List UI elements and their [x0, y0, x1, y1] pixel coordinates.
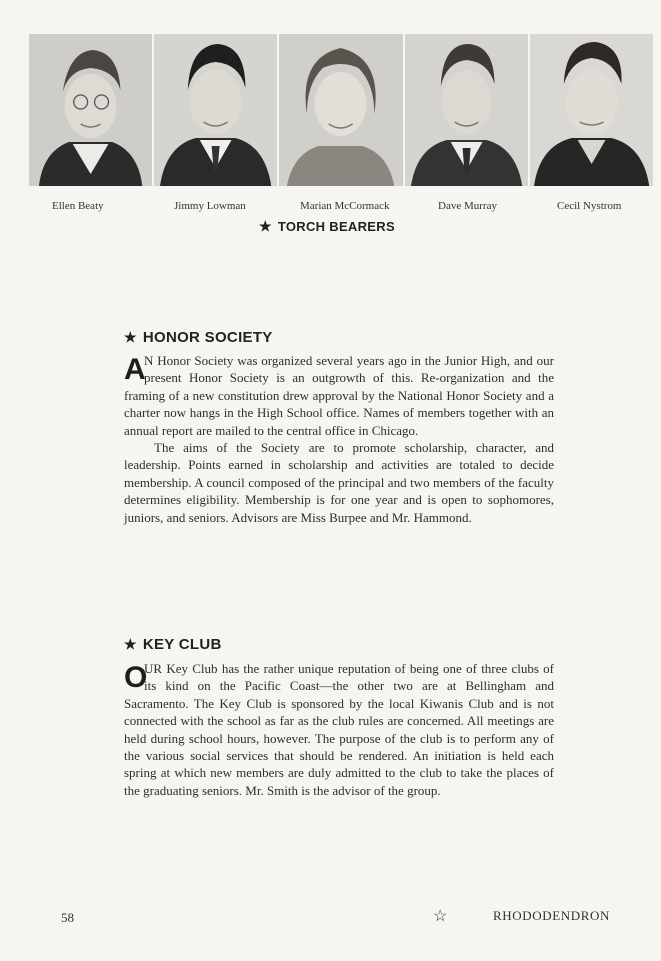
paragraph-text: UR Key Club has the rather unique reputation of being one of three clubs of its kind on the Pacific Coast—the other two are at Bellingham and Sacramento. The Key Club is sponsored by the local Kiwanis Club and is not connected with the school as far as the club rules are concerned. All meetings are held during school hours, however. The purpose of the club is to perform any of the various social services that should be rendered. An initiation is held each spring at which new members are duly admitted to the club to take the places of the graduating seniors. Mr. Smith is the advisor of the group.: [124, 661, 554, 798]
star-icon: ★: [259, 218, 272, 234]
paragraph-text: N Honor Society was organized several years ago in the Junior High, and our present Honor Society is an outgrowth of this. Re-organization and the framing of a new constitution drew approval by the National Honor Society and a charter now hangs in the High School office. Names of members together with an annual report are mailed to the central office in Chicago.: [124, 353, 554, 438]
portrait-photo-1: [29, 34, 152, 186]
portrait-strip: [29, 34, 653, 186]
drop-cap: O: [124, 661, 148, 694]
portrait-photo-4: [405, 34, 528, 186]
page-number: 58: [61, 910, 74, 925]
honor-society-heading: [124, 329, 273, 346]
portrait-captions: [20, 200, 660, 216]
portrait-photo-5: [530, 34, 653, 186]
portrait-photo-2: [154, 34, 277, 186]
caption-name: Marian McCormack: [300, 200, 390, 212]
portrait-photo-3: [279, 34, 402, 186]
caption-name: Cecil Nystrom: [557, 200, 622, 212]
key-club-paragraph: [124, 660, 554, 799]
star-icon: ★: [124, 329, 137, 345]
honor-society-paragraph: [124, 439, 554, 526]
honor-society-paragraph: [124, 352, 554, 439]
caption-name: Ellen Beaty: [52, 200, 104, 212]
caption-name: Jimmy Lowman: [174, 200, 246, 212]
key-club-body: [124, 660, 554, 799]
torch-bearers-heading: [259, 218, 395, 235]
key-club-heading: [124, 636, 222, 653]
star-icon: ★: [124, 636, 137, 652]
yearbook-title: RHODODENDRON: [493, 908, 610, 923]
honor-society-body: [124, 352, 554, 526]
paragraph-text: The aims of the Society are to promote scholarship, character, and leadership. Points earned in scholarship and activities are totaled to decide membership. A council composed of the principal and two members of the faculty determines eligibility. Membership is for one year and is open to sophomores, juniors, and seniors. Advisors are Miss Burpee and Mr. Hammond.: [124, 440, 554, 525]
torch-bearers-title: TORCH BEARERS: [277, 219, 395, 234]
caption-name: Dave Murray: [438, 200, 497, 212]
drop-cap: A: [124, 353, 146, 386]
honor-society-title: HONOR SOCIETY: [142, 329, 273, 346]
star-outline-icon: ☆: [433, 906, 448, 925]
key-club-title: KEY CLUB: [142, 636, 222, 653]
